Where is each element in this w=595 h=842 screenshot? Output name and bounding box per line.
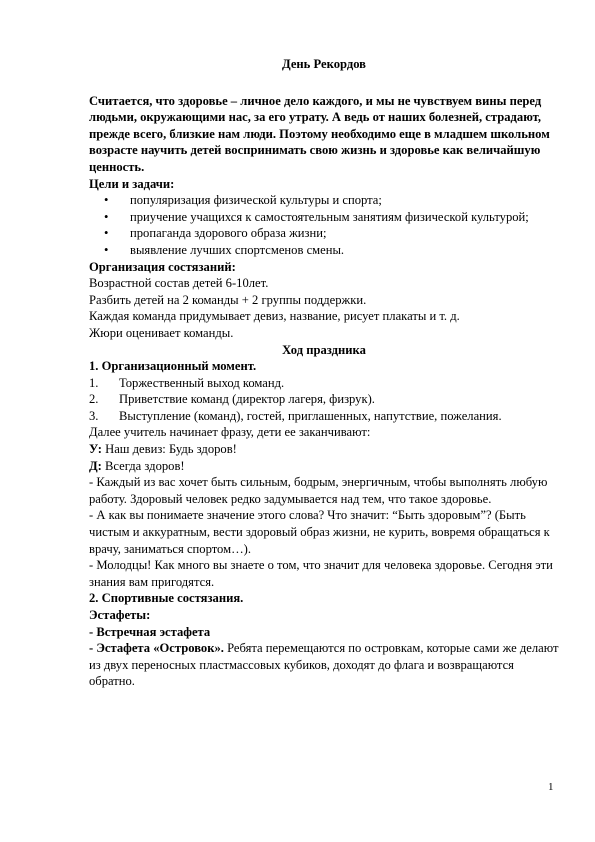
relay-1-title: - Встречная эстафета: [89, 624, 211, 639]
goal-item: [89, 242, 559, 259]
kids-line: [89, 458, 559, 475]
section-1-heading: 1. Организационный момент.: [89, 359, 257, 374]
goal-text: пропаганда здорового образа жизни;: [130, 226, 327, 241]
organization-line: Жюри оценивает команды.: [89, 325, 234, 340]
page-content: [89, 56, 559, 690]
goal-item: [89, 192, 559, 209]
document-title: День Рекордов: [282, 57, 366, 71]
organization-line: Каждая команда придумывает девиз, название, рисует плакаты и т. д.: [89, 309, 460, 324]
step-item: [89, 375, 559, 392]
bullet-icon: •: [104, 193, 109, 208]
step-number: 1.: [89, 375, 99, 390]
paragraph: - А как вы понимаете значение этого слова? Что значит: “Быть здоровым”? (Быть чистым и аккуратным, вести здоровый образ жизни, не курить, вовремя обращаться к врачу, заниматься спортом…).: [89, 508, 550, 556]
intro-paragraph: Считается, что здоровье – личное дело каждого, и мы не чувствуем вины перед людьми, окружающими нас, за его утрату. А ведь от наших болезней, страдают, прежде всего, близкие нам люди. Поэтому необходимо еще в младшем школьном возрасте научить детей воспринимать свою жизнь и здоровье как величайшую ценность.: [89, 93, 550, 174]
goal-item: [89, 209, 559, 226]
step-item: [89, 408, 559, 425]
goal-text: выявление лучших спортсменов смены.: [130, 242, 345, 257]
relay-2-paragraph: [89, 640, 559, 690]
relay-2-text: Ребята перемещаются по островкам, которые сами же делают из двух переносных пластмассовых кубиков, доходят до флага и возвращаются обратно.: [89, 641, 559, 689]
goal-text: приучение учащихся к самостоятельным занятиям физической культурой;: [130, 209, 529, 224]
bullet-icon: •: [104, 209, 109, 224]
page-number: 1: [548, 781, 554, 793]
goal-text: популяризация физической культуры и спорта;: [130, 193, 382, 208]
goals-list: [89, 192, 559, 258]
step-number: 2.: [89, 392, 99, 407]
step-text: Выступление (команд), гостей, приглашенных, напутствие, пожелания.: [119, 408, 502, 423]
step-item: [89, 391, 559, 408]
goal-item: [89, 225, 559, 242]
bullet-icon: •: [104, 226, 109, 241]
teacher-text: Наш девиз: Будь здоров!: [101, 442, 237, 457]
teacher-intro: Далее учитель начинает фразу, дети ее заканчивают:: [89, 425, 371, 440]
steps-list: [89, 375, 559, 425]
kids-label: Д:: [89, 458, 102, 473]
organization-line: Разбить детей на 2 команды + 2 группы поддержки.: [89, 292, 367, 307]
step-number: 3.: [89, 408, 99, 423]
section-2-heading: 2. Спортивные состязания.: [89, 591, 244, 606]
paragraph: - Молодцы! Как много вы знаете о том, что значит для человека здоровье. Сегодня эти знания вам пригодятся.: [89, 558, 553, 589]
step-text: Торжественный выход команд.: [119, 375, 285, 390]
organization-line: Возрастной состав детей 6-10лет.: [89, 276, 269, 291]
kids-text: Всегда здоров!: [101, 458, 185, 473]
organization-heading: Организация состязаний:: [89, 259, 236, 274]
step-text: Приветствие команд (директор лагеря, физрук).: [119, 392, 375, 407]
teacher-line: [89, 441, 559, 458]
relay-2-title: - Эстафета «Островок».: [89, 641, 224, 656]
course-heading: Ход праздника: [282, 342, 366, 357]
paragraph: - Каждый из вас хочет быть сильным, бодрым, энергичным, чтобы выполнять любую работу. Здоровый человек редко задумывается над тем, что такое здоровье.: [89, 475, 548, 506]
teacher-label: У:: [89, 442, 102, 457]
goals-heading: Цели и задачи:: [89, 176, 175, 191]
bullet-icon: •: [104, 242, 109, 257]
relays-heading: Эстафеты:: [89, 608, 151, 622]
